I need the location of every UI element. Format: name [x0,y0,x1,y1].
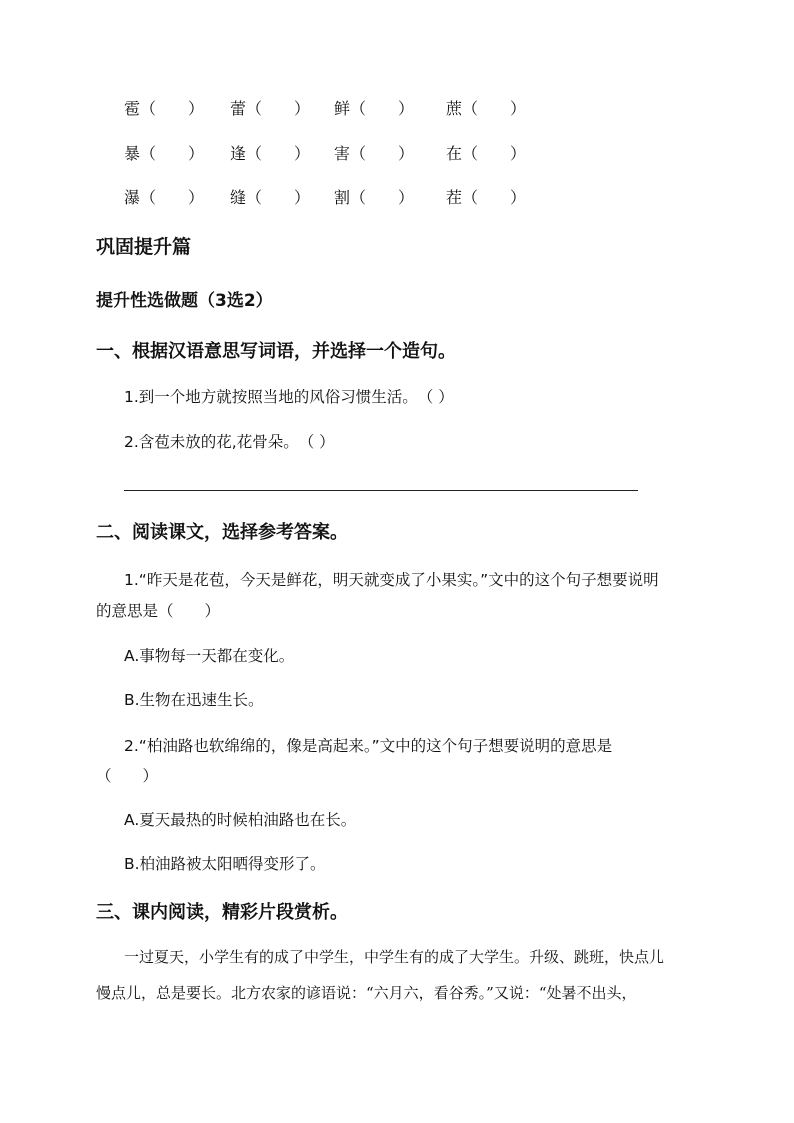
reading-paragraph-line2: 慢点儿，总是要长。北方农家的谚语说：“六月六，看谷秀。”又说：“处暑不出头， [96,984,637,1002]
char-item: 蕾（ ） [230,99,311,118]
part2-question-1-line2: 的意思是（ ） [96,602,221,620]
part2-q2-option-b: B.柏油路被太阳晒得变形了。 [124,855,326,873]
char-item: 在（ ） [446,144,527,163]
char-item: 蔗（ ） [446,99,527,118]
part1-question-1: 1.到一个地方就按照当地的风俗习惯生活。 （ ） [124,388,454,406]
reading-paragraph-line1: 一过夏天，小学生有的成了中学生，中学生有的成了大学生。升级、跳班，快点儿 [124,948,665,966]
part2-heading: 二、阅读课文，选择参考答案。 [96,522,348,543]
part1-question-2: 2.含苞未放的花,花骨朵。 （ ） [124,433,335,451]
part2-question-2-line1: 2.“柏油路也软绵绵的，像是高起来。”文中的这个句子想要说明的意思是 [124,737,613,755]
char-item: 割（ ） [334,188,415,207]
char-item: 暴（ ） [124,144,205,163]
part2-q1-option-a: A.事物每一天都在变化。 [124,647,295,665]
char-item: 茬（ ） [446,188,527,207]
char-item: 瀑（ ） [124,188,205,207]
char-item: 逢（ ） [230,144,311,163]
part2-q1-option-b: B.生物在迅速生长。 [124,691,264,709]
char-item: 鲜（ ） [334,99,415,118]
section-title: 巩固提升篇 [96,236,192,258]
part2-question-2-line2: （ ） [96,767,159,785]
answer-line [124,490,638,491]
part3-heading: 三、课内阅读，精彩片段赏析。 [96,902,348,923]
subtitle: 提升性选做题（3选2） [96,291,273,311]
part2-question-1-line1: 1.“昨天是花苞，今天是鲜花，明天就变成了小果实。”文中的这个句子想要说明 [124,571,659,589]
part1-heading: 一、根据汉语意思写词语，并选择一个造句。 [96,341,456,362]
char-item: 雹（ ） [124,99,205,118]
char-item: 害（ ） [334,144,415,163]
part2-q2-option-a: A.夏天最热的时候柏油路也在长。 [124,811,357,829]
char-item: 缝（ ） [230,188,311,207]
